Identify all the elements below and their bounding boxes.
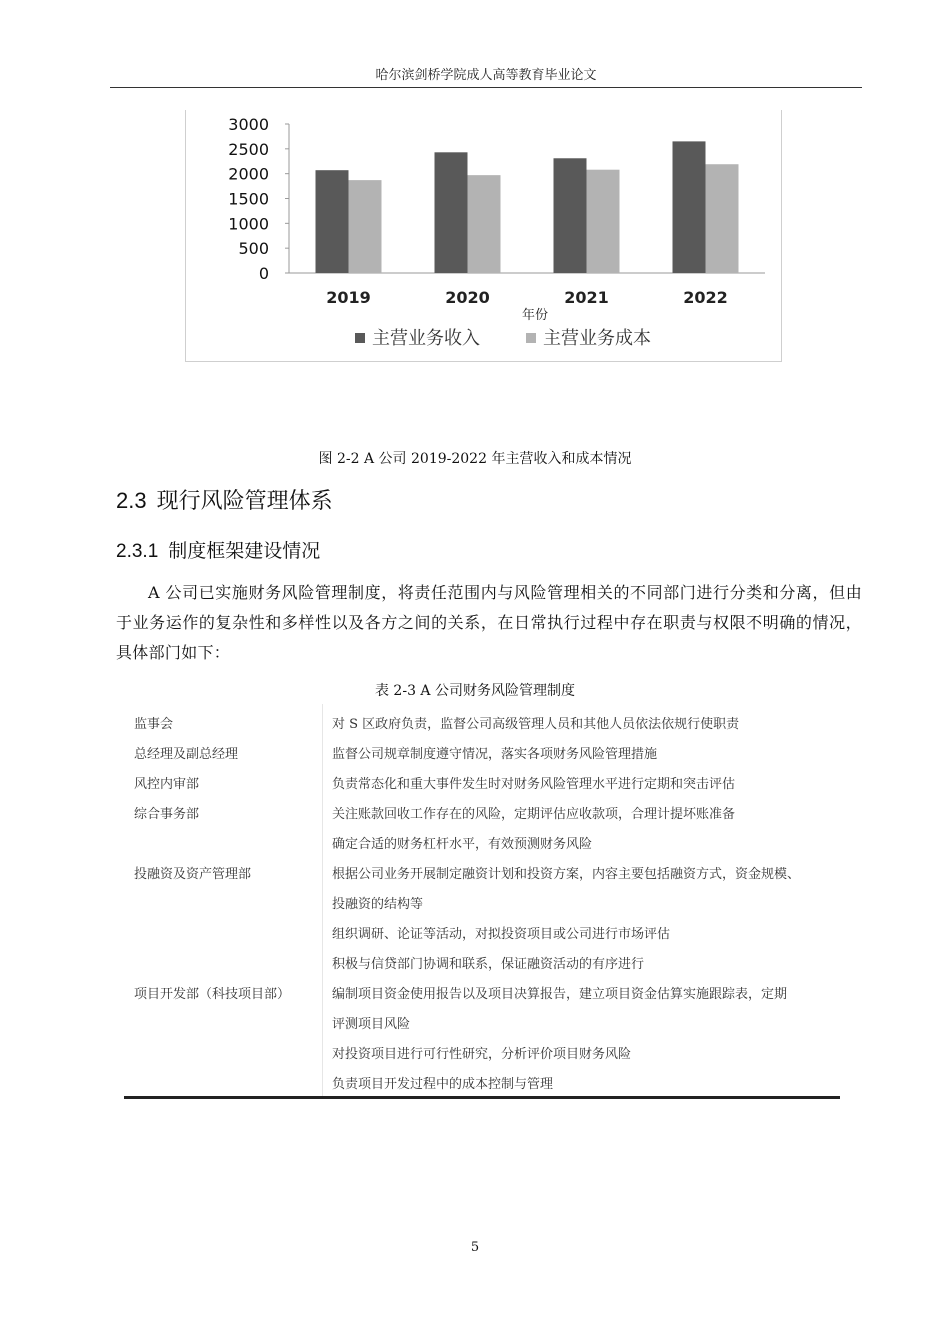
y-tick-label: 2500 — [228, 139, 269, 159]
y-tick-label: 1500 — [228, 189, 269, 209]
y-tick-label: 500 — [238, 239, 269, 259]
bar-2022-series-1 — [706, 164, 739, 273]
y-tick-label: 2000 — [228, 164, 269, 184]
bar-2022-series-0 — [673, 141, 706, 273]
header-rule — [110, 87, 862, 88]
y-tick-label: 1000 — [228, 214, 269, 234]
table-row — [124, 1036, 840, 1066]
table-row — [124, 766, 840, 796]
subsection-number: 2.3.1 — [116, 541, 159, 562]
x-tick-label: 2021 — [564, 288, 609, 307]
subsection-title: 制度框架建设情况 — [168, 540, 321, 562]
table-cell-duty: 对 S 区政府负责，监督公司高级管理人员和其他人员依法依规行使职责 — [332, 717, 740, 732]
page-header: 哈尔滨剑桥学院成人高等教育毕业论文 — [375, 68, 597, 83]
subsection-heading — [116, 536, 320, 563]
table-row — [124, 796, 840, 826]
table-cell-department: 综合事务部 — [134, 807, 200, 822]
table-cell-duty: 根据公司业务开展制定融资计划和投资方案，内容主要包括融资方式，资金规模、 — [332, 867, 801, 882]
bar-2020-series-1 — [468, 175, 501, 273]
x-tick-label: 2019 — [326, 288, 371, 307]
table-cell-duty: 投融资的结构等 — [332, 897, 424, 912]
table-cell-duty: 负责常态化和重大事件发生时对财务风险管理水平进行定期和突击评估 — [332, 777, 736, 792]
table-cell-duty: 确定合适的财务杠杆水平，有效预测财务风险 — [332, 837, 593, 852]
table-cell-department: 项目开发部（科技项目部） — [134, 987, 291, 1002]
table-cell-duty: 负责项目开发过程中的成本控制与管理 — [332, 1077, 554, 1092]
table-cell-duty: 组织调研、论证等活动，对拟投资项目或公司进行市场评估 — [332, 927, 671, 942]
section-heading — [116, 484, 333, 515]
table-cell-duty: 监督公司规章制度遵守情况，落实各项财务风险管理措施 — [332, 747, 658, 762]
table-cell-duty: 关注账款回收工作存在的风险，定期评估应收款项，合理计提坏账准备 — [332, 807, 736, 822]
table-cell-department: 风控内审部 — [134, 777, 200, 792]
table-row — [124, 886, 840, 916]
table-row — [124, 706, 840, 736]
legend-label-1: 主营业务成本 — [543, 328, 651, 349]
body-paragraph: A 公司已实施财务风险管理制度，将责任范围内与风险管理相关的不同部门进行分类和分离，但由于业务运作的复杂性和多样性以及各方之间的关系，在日常执行过程中存在职责与权限不明确的情况，具体部门如下： — [116, 583, 862, 662]
bar-2021-series-1 — [587, 170, 620, 273]
bar-2019-series-1 — [349, 180, 382, 273]
table-row — [124, 946, 840, 976]
table-row — [124, 916, 840, 946]
table-row — [124, 856, 840, 886]
legend-swatch-1 — [526, 333, 536, 343]
table-cell-department: 监事会 — [134, 717, 174, 732]
table-caption: 表 2-3 A 公司财务风险管理制度 — [374, 683, 575, 699]
table-cell-duty: 积极与信贷部门协调和联系，保证融资活动的有序进行 — [332, 957, 645, 972]
bar-2019-series-0 — [316, 170, 349, 273]
table-row — [124, 1006, 840, 1036]
table-cell-department: 投融资及资产管理部 — [134, 867, 252, 882]
section-number: 2.3 — [116, 488, 147, 513]
page-number: 5 — [470, 1240, 480, 1255]
legend-swatch-0 — [355, 333, 365, 343]
table-row — [124, 736, 840, 766]
y-tick-label: 0 — [258, 264, 269, 283]
table-cell-duty: 评测项目风险 — [332, 1017, 411, 1032]
table-bottom-rule — [124, 1096, 840, 1099]
table-row — [124, 826, 840, 856]
x-axis-title: 年份 — [521, 308, 549, 323]
figure-caption: 图 2-2 A 公司 2019-2022 年主营收入和成本情况 — [318, 451, 632, 467]
x-tick-label: 2020 — [445, 288, 490, 307]
table-row — [124, 1066, 840, 1096]
table-cell-duty: 对投资项目进行可行性研究，分析评价项目财务风险 — [332, 1047, 632, 1062]
bar-2021-series-0 — [554, 158, 587, 273]
table-cell-duty: 编制项目资金使用报告以及项目决算报告，建立项目资金估算实施跟踪表，定期 — [332, 987, 788, 1002]
legend-label-0: 主营业务收入 — [372, 328, 480, 349]
x-tick-label: 2022 — [683, 288, 728, 307]
table-row — [124, 976, 840, 1006]
table-cell-department: 总经理及副总经理 — [134, 747, 239, 762]
section-title: 现行风险管理体系 — [156, 489, 333, 514]
bar-chart — [185, 110, 782, 362]
bar-2020-series-0 — [435, 152, 468, 273]
y-tick-label: 3000 — [228, 115, 269, 134]
